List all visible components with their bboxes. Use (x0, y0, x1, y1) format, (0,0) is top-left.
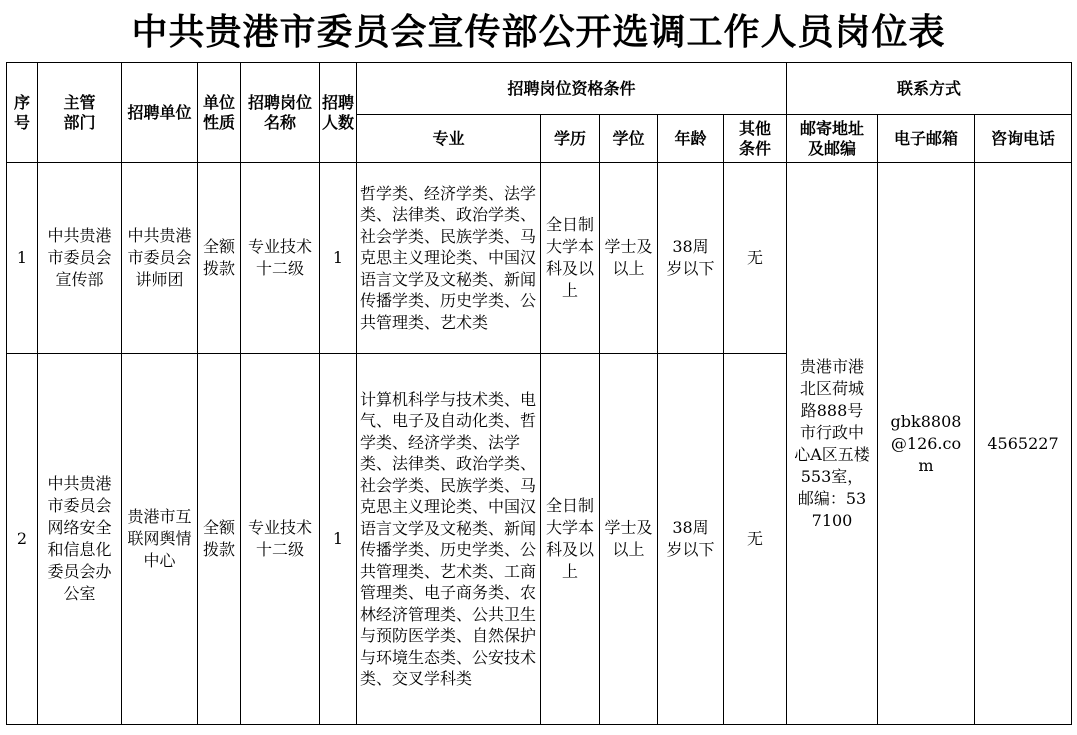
header-unit: 招聘单位 (122, 63, 198, 163)
header-degree: 学位 (600, 115, 658, 163)
header-conditions: 招聘岗位资格条件 (357, 63, 787, 115)
row-other: 无 (724, 354, 787, 725)
row-age: 38周岁以下 (658, 354, 724, 725)
header-address: 邮寄地址及邮编 (787, 115, 878, 163)
header-row-1 (7, 63, 1072, 115)
row-dept: 中共贵港市委员会宣传部 (38, 163, 122, 354)
row-degree: 学士及以上 (600, 163, 658, 354)
row-other: 无 (724, 163, 787, 354)
row-degree: 学士及以上 (600, 354, 658, 725)
header-dept: 主管部门 (38, 63, 122, 163)
row-nature: 全额拨款 (198, 163, 241, 354)
header-education: 学历 (541, 115, 600, 163)
row-education: 全日制大学本科及以上 (541, 354, 600, 725)
table-row (7, 163, 1072, 354)
header-contact: 联系方式 (787, 63, 1072, 115)
row-major: 计算机科学与技术类、电气、电子及自动化类、哲学类、经济学类、法学类、法律类、政治学类、社会学类、民族学类、马克思主义理论类、中国汉语言文学及文秘类、新闻传播学类、历史学类、公共管理类、艺术类、工商管理类、电子商务类、农林经济管理类、公共卫生与预防医学类、自然保护与环境生态类、公安技术类、交叉学科类 (357, 354, 541, 725)
row-seq: 2 (7, 354, 38, 725)
header-count: 招聘人数 (320, 63, 357, 163)
header-seq: 序号 (7, 63, 38, 163)
positions-table (6, 62, 1072, 725)
document-title: 中共贵港市委员会宣传部公开选调工作人员岗位表 (131, 11, 946, 53)
row-seq: 1 (7, 163, 38, 354)
contact-address: 贵港市港北区荷城路888号市行政中心A区五楼553室，邮编：537100 (787, 163, 878, 725)
row-post: 专业技术十二级 (241, 354, 320, 725)
row-nature: 全额拨款 (198, 354, 241, 725)
row-count: 1 (320, 163, 357, 354)
header-email: 电子邮箱 (878, 115, 975, 163)
row-education: 全日制大学本科及以上 (541, 163, 600, 354)
contact-phone: 4565227 (975, 163, 1072, 725)
row-dept: 中共贵港市委员会网络安全和信息化委员会办公室 (38, 354, 122, 725)
header-age: 年龄 (658, 115, 724, 163)
header-other: 其他条件 (724, 115, 787, 163)
row-unit: 贵港市互联网舆情中心 (122, 354, 198, 725)
contact-email: gbk8808@126.com (878, 163, 975, 725)
row-age: 38周岁以下 (658, 163, 724, 354)
row-count: 1 (320, 354, 357, 725)
header-post: 招聘岗位名称 (241, 63, 320, 163)
row-post: 专业技术十二级 (241, 163, 320, 354)
header-nature: 单位性质 (198, 63, 241, 163)
header-major: 专业 (357, 115, 541, 163)
row-major: 哲学类、经济学类、法学类、法律类、政治学类、社会学类、民族学类、马克思主义理论类、中国汉语言文学及文秘类、新闻传播学类、历史学类、公共管理类、艺术类 (357, 163, 541, 354)
row-unit: 中共贵港市委员会讲师团 (122, 163, 198, 354)
header-phone: 咨询电话 (975, 115, 1072, 163)
